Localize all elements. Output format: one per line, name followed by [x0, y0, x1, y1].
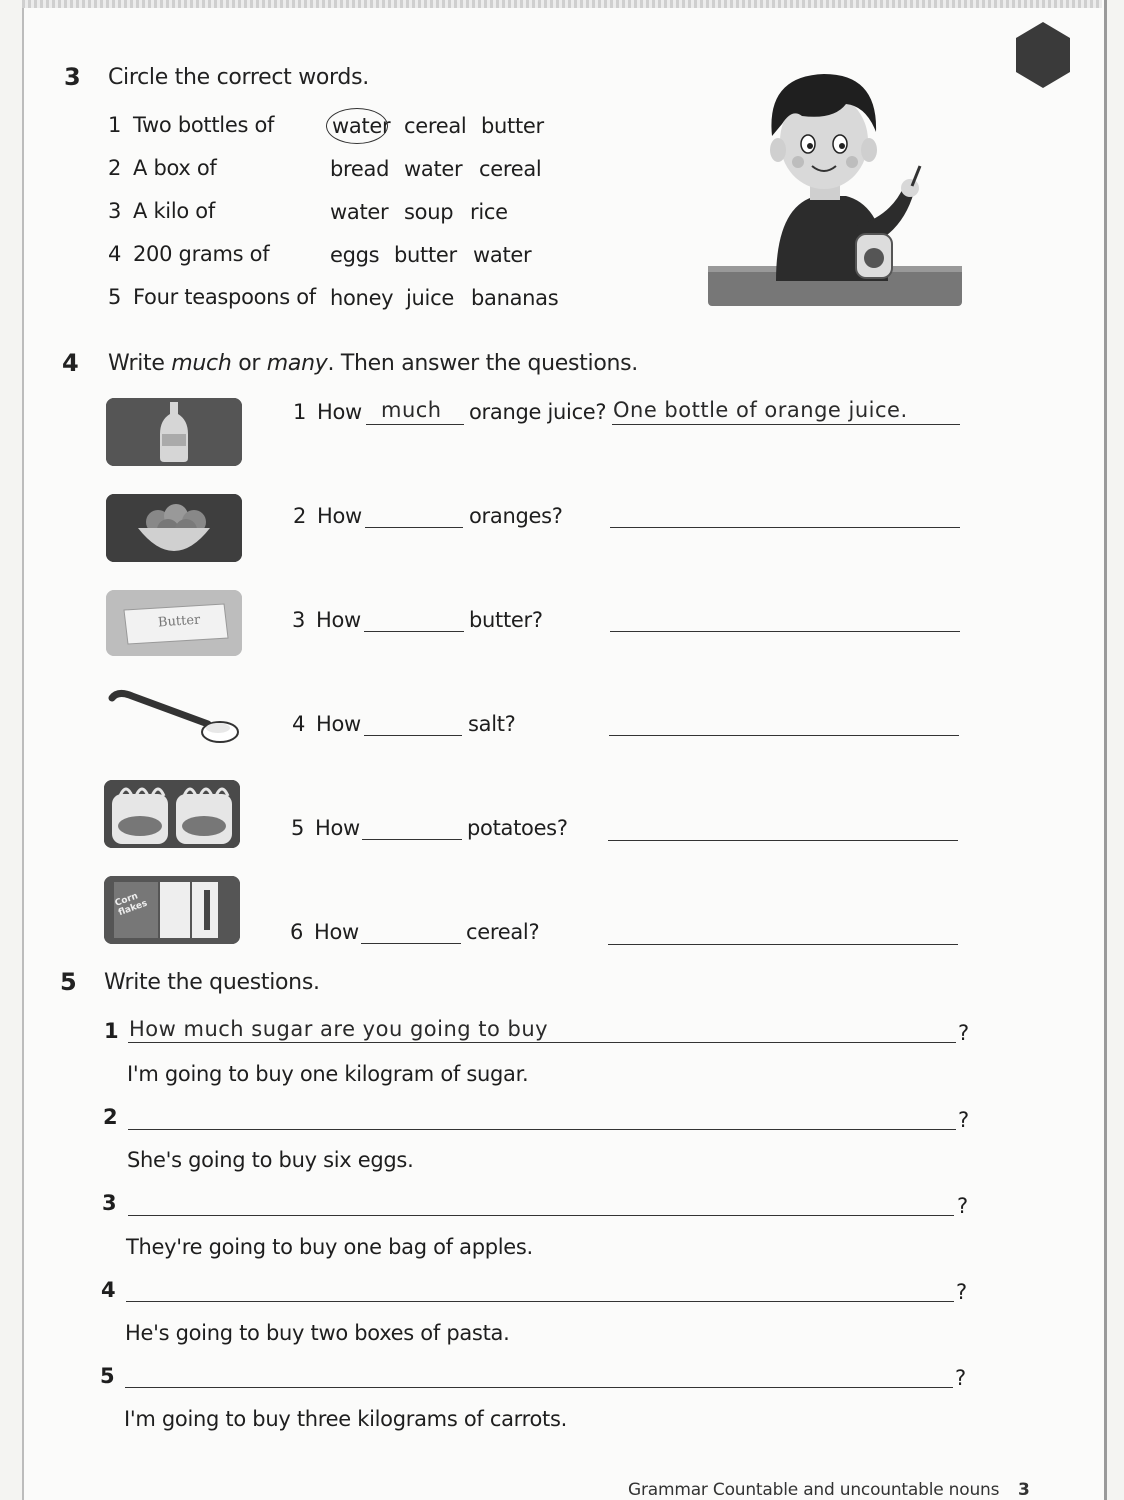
- ex3-item-text: A kilo of: [133, 199, 215, 223]
- ex4-item-number: 6: [290, 920, 304, 944]
- answer-circle-mark: [326, 108, 391, 144]
- ex3-option[interactable]: water: [332, 114, 391, 138]
- footer-section-title: Grammar Countable and uncountable nouns: [628, 1480, 1000, 1500]
- ex3-item-text: Four teaspoons of: [133, 285, 316, 309]
- ex4-item-number: 5: [291, 816, 305, 840]
- ex3-item-number: 4: [108, 242, 122, 266]
- ex3-option[interactable]: cereal: [404, 114, 467, 138]
- ex3-option[interactable]: water: [404, 157, 463, 181]
- ex3-option[interactable]: soup: [404, 200, 454, 224]
- ex4-blank[interactable]: [364, 735, 462, 736]
- ex5-question-line[interactable]: [126, 1301, 954, 1302]
- ex4-blank[interactable]: [366, 424, 464, 425]
- ex4-how: How: [317, 504, 362, 528]
- ex5-answer-text: I'm going to buy one kilogram of sugar.: [127, 1062, 529, 1086]
- oranges-bowl-picture: [106, 494, 242, 562]
- ex3-option[interactable]: bread: [330, 157, 390, 181]
- ex4-blank[interactable]: [361, 943, 461, 944]
- ex4-filled-word: much: [381, 398, 442, 422]
- ex5-answer-text: I'm going to buy three kilograms of carrots.: [124, 1407, 568, 1431]
- ex3-option[interactable]: water: [473, 243, 532, 267]
- ex4-item-number: 3: [292, 608, 306, 632]
- ex5-question-mark: ?: [958, 1021, 969, 1045]
- ex4-blank[interactable]: [362, 839, 462, 840]
- ex4-noun: cereal?: [466, 920, 540, 944]
- exercise-4-number: 4: [62, 349, 79, 377]
- ex4-how: How: [316, 608, 361, 632]
- ex3-option[interactable]: bananas: [471, 286, 559, 310]
- ex5-item-number: 3: [102, 1191, 117, 1215]
- ex3-option[interactable]: cereal: [479, 157, 542, 181]
- orange-juice-bottle-picture: [106, 398, 242, 466]
- bowl-of-oranges-icon: [106, 494, 242, 562]
- ex5-item-number: 4: [101, 1278, 116, 1302]
- ex4-noun: salt?: [468, 712, 516, 736]
- ex4-how: How: [317, 400, 362, 424]
- ex5-question-mark: ?: [955, 1366, 966, 1390]
- ex5-question-text: How much sugar are you going to buy: [129, 1017, 549, 1041]
- ex3-item-text: A box of: [133, 156, 217, 180]
- ex3-item-number: 1: [108, 113, 122, 137]
- ex4-answer-line[interactable]: [608, 840, 958, 841]
- potatoes-bags-picture: [104, 780, 240, 848]
- ex3-option[interactable]: butter: [394, 243, 457, 267]
- ex3-option[interactable]: eggs: [330, 243, 380, 267]
- exercise-5-title: Write the questions.: [104, 970, 320, 995]
- ex3-item-text: 200 grams of: [133, 242, 270, 266]
- ex4-blank[interactable]: [365, 527, 463, 528]
- butter-label: Butter: [157, 612, 201, 631]
- ex5-answer-text: They're going to buy one bag of apples.: [126, 1235, 533, 1259]
- ex3-item-number: 3: [108, 199, 122, 223]
- ex4-how: How: [316, 712, 361, 736]
- ex4-answer-text: One bottle of orange juice.: [613, 398, 908, 422]
- ex3-option[interactable]: juice: [406, 286, 454, 310]
- ex4-answer-line[interactable]: [610, 527, 960, 528]
- ex4-noun: oranges?: [469, 504, 563, 528]
- ex4-item-number: 2: [293, 504, 307, 528]
- ex5-item-number: 2: [103, 1105, 118, 1129]
- ex5-question-line[interactable]: [128, 1129, 956, 1130]
- ex5-question-line[interactable]: [125, 1387, 953, 1388]
- ex4-noun: potatoes?: [467, 816, 568, 840]
- ex4-answer-line[interactable]: [609, 735, 959, 736]
- ex5-question-mark: ?: [958, 1108, 969, 1132]
- exercise-4-title: Write much or many. Then answer the questions.: [108, 351, 638, 376]
- page-number: 3: [1018, 1480, 1030, 1500]
- hexagon-tab-icon: [1012, 18, 1074, 92]
- ex5-question-line[interactable]: [128, 1042, 956, 1043]
- bottle-icon: [106, 398, 242, 466]
- ex4-answer-line[interactable]: [610, 631, 960, 632]
- ex4-item-number: 1: [293, 400, 307, 424]
- ex5-item-number: 5: [100, 1364, 115, 1388]
- boy-cooking-illustration: [706, 66, 964, 310]
- ex5-answer-text: He's going to buy two boxes of pasta.: [125, 1321, 510, 1345]
- ex3-item-text: Two bottles of: [133, 113, 275, 137]
- ex4-noun: butter?: [469, 608, 543, 632]
- ex4-answer-line[interactable]: [612, 424, 960, 425]
- butter-picture: [106, 590, 242, 656]
- ex5-item-number: 1: [104, 1019, 119, 1043]
- exercise-3-number: 3: [64, 63, 81, 91]
- ex3-option[interactable]: water: [330, 200, 389, 224]
- ex4-noun: orange juice?: [469, 400, 607, 424]
- cereal-box-picture: [104, 876, 240, 944]
- ex3-item-number: 2: [108, 156, 122, 180]
- ex4-answer-line[interactable]: [608, 944, 958, 945]
- page-top-edge: [22, 0, 1102, 8]
- ex5-answer-text: She's going to buy six eggs.: [127, 1148, 414, 1172]
- ex5-question-mark: ?: [956, 1280, 967, 1304]
- ex4-how: How: [314, 920, 359, 944]
- ex4-blank[interactable]: [364, 631, 464, 632]
- ex3-option[interactable]: rice: [470, 200, 508, 224]
- potato-bags-icon: [104, 780, 240, 848]
- ex4-item-number: 4: [292, 712, 306, 736]
- cereal-box-label: Corn flakes: [113, 891, 149, 919]
- exercise-5-number: 5: [60, 968, 77, 996]
- ex5-question-line[interactable]: [128, 1215, 954, 1216]
- ex5-question-mark: ?: [957, 1194, 968, 1218]
- spoon-of-salt-picture: [108, 688, 240, 748]
- ex3-option[interactable]: butter: [481, 114, 544, 138]
- ex4-how: How: [315, 816, 360, 840]
- ex3-item-number: 5: [108, 285, 122, 309]
- exercise-3-title: Circle the correct words.: [108, 65, 369, 90]
- ex3-option[interactable]: honey: [330, 286, 394, 310]
